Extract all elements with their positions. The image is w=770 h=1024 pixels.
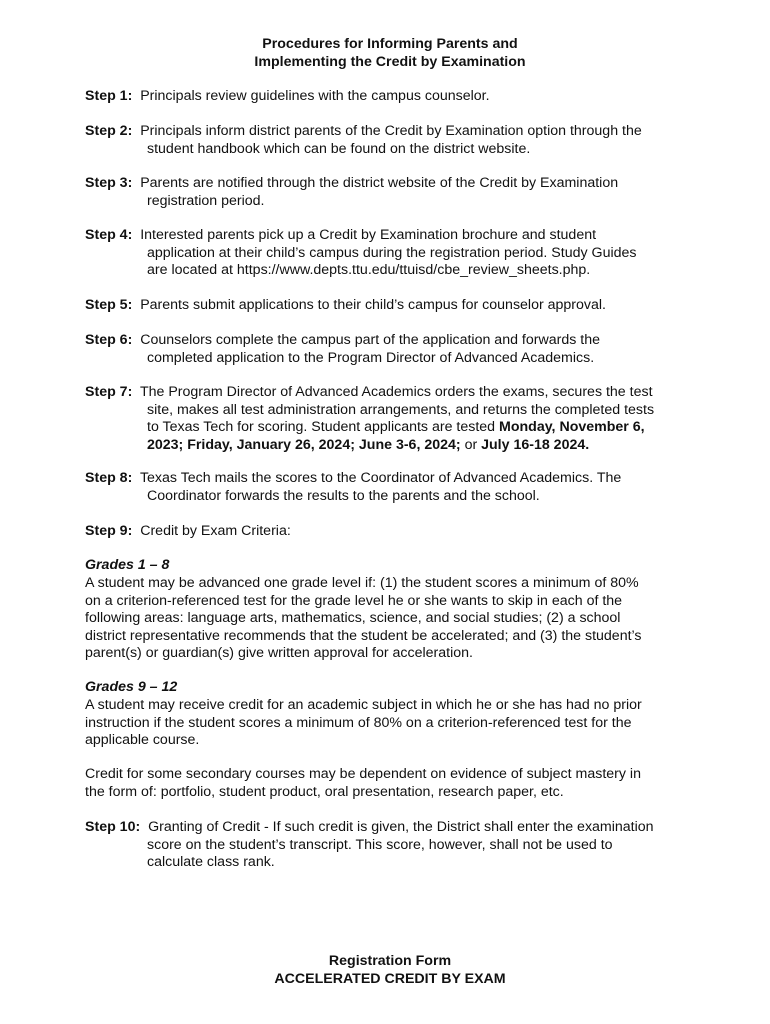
paragraph-line: A student may receive credit for an academic subject in which he or she has had no prior [85, 697, 642, 713]
footer-line-1: Registration Form [328, 953, 452, 969]
title-line-2: Implementing the Credit by Examination [254, 53, 526, 70]
paragraph-line: Credit for some secondary courses may be dependent on evidence of subject mastery in [85, 766, 641, 782]
step-text [85, 437, 705, 455]
step-text: completed application to the Program Director of Advanced Academics. [147, 349, 595, 366]
secondary-courses-note [85, 766, 695, 801]
grades-9-12-paragraph [85, 697, 695, 750]
step-text: Coordinator forwards the results to the parents and the school. [147, 487, 540, 504]
step-8 [85, 470, 705, 505]
step-5 [85, 297, 705, 315]
step-text: Texas Tech mails the scores to the Coordinator of Advanced Academics. The [139, 470, 622, 486]
test-dates: 2023; Friday, January 26, 2024; June 3-6, 2024; [147, 436, 461, 453]
footer-line-2: ACCELERATED CREDIT BY EXAM [274, 970, 506, 987]
paragraph-line: district representative recommends that the student be accelerated; and (3) the student’s [85, 627, 642, 644]
grades-1-8-paragraph [85, 575, 695, 663]
paragraph-line: following areas: language arts, mathematics, science, and social studies; (2) a school [85, 610, 621, 627]
step-label: Step 8: [85, 470, 133, 486]
registration-form-heading [0, 953, 770, 988]
step-text: Interested parents pick up a Credit by Examination brochure and student [140, 227, 597, 243]
step-label: Step 2: [85, 123, 133, 139]
grades-9-12-heading: Grades 9 – 12 [85, 679, 178, 695]
step-text: site, makes all test administration arrangements, and returns the completed tests [147, 401, 655, 418]
test-dates: Monday, November 6, [499, 419, 645, 436]
step-2 [85, 123, 705, 158]
paragraph-line: parent(s) or guardian(s) give written approval for acceleration. [85, 645, 473, 662]
step-9 [85, 523, 705, 541]
step-text: Credit by Exam Criteria: [140, 523, 291, 539]
step-text: Parents submit applications to their child’s campus for counselor approval. [140, 297, 607, 313]
step-4 [85, 227, 705, 280]
step-text: Counselors complete the campus part of the application and forwards the [140, 332, 600, 348]
paragraph-line: the form of: portfolio, student product, oral presentation, research paper, etc. [85, 783, 564, 800]
step-text: to Texas Tech for scoring. Student applicants are tested [147, 419, 500, 436]
step-label: Step 1: [85, 88, 133, 104]
step-text: score on the student’s transcript. This score, however, shall not be used to [147, 836, 613, 853]
step-text: Granting of Credit - If such credit is given, the District shall enter the examination [148, 819, 654, 835]
step-text: calculate class rank. [147, 854, 275, 871]
step-text: are located at https://www.depts.ttu.edu/ttuisd/cbe_review_sheets.php. [147, 262, 591, 279]
step-label: Step 4: [85, 227, 133, 243]
step-label: Step 7: [85, 384, 133, 400]
paragraph-line: applicable course. [85, 732, 200, 749]
step-10 [85, 819, 705, 872]
step-3 [85, 175, 705, 210]
step-text: The Program Director of Advanced Academics orders the exams, secures the test [139, 384, 653, 400]
step-text: Parents are notified through the district website of the Credit by Examination [140, 175, 619, 191]
step-text: or [460, 436, 482, 453]
step-text: registration period. [147, 192, 265, 209]
step-label: Step 6: [85, 332, 133, 348]
paragraph-line: on a criterion-referenced test for the grade level he or she wants to skip in each of the [85, 592, 623, 609]
grades-1-8-heading: Grades 1 – 8 [85, 557, 170, 573]
test-dates: July 16-18 2024. [481, 436, 590, 453]
step-6 [85, 332, 705, 367]
title-line-1: Procedures for Informing Parents and [262, 36, 518, 52]
step-text: Principals inform district parents of the Credit by Examination option through the [140, 123, 642, 139]
page-title [0, 36, 770, 71]
paragraph-line: instruction if the student scores a minimum of 80% on a criterion-referenced test for the [85, 714, 632, 731]
paragraph-line: A student may be advanced one grade level if: (1) the student scores a minimum of 80% [85, 575, 639, 591]
step-text: application at their child’s campus during the registration period. Study Guides [147, 244, 637, 261]
step-text [85, 419, 705, 437]
step-1 [85, 88, 705, 106]
step-label: Step 3: [85, 175, 133, 191]
step-text: Principals review guidelines with the campus counselor. [140, 88, 490, 104]
step-label: Step 10: [85, 819, 141, 835]
step-label: Step 5: [85, 297, 133, 313]
step-text: student handbook which can be found on the district website. [147, 140, 531, 157]
step-7 [85, 384, 705, 454]
step-label: Step 9: [85, 523, 133, 539]
